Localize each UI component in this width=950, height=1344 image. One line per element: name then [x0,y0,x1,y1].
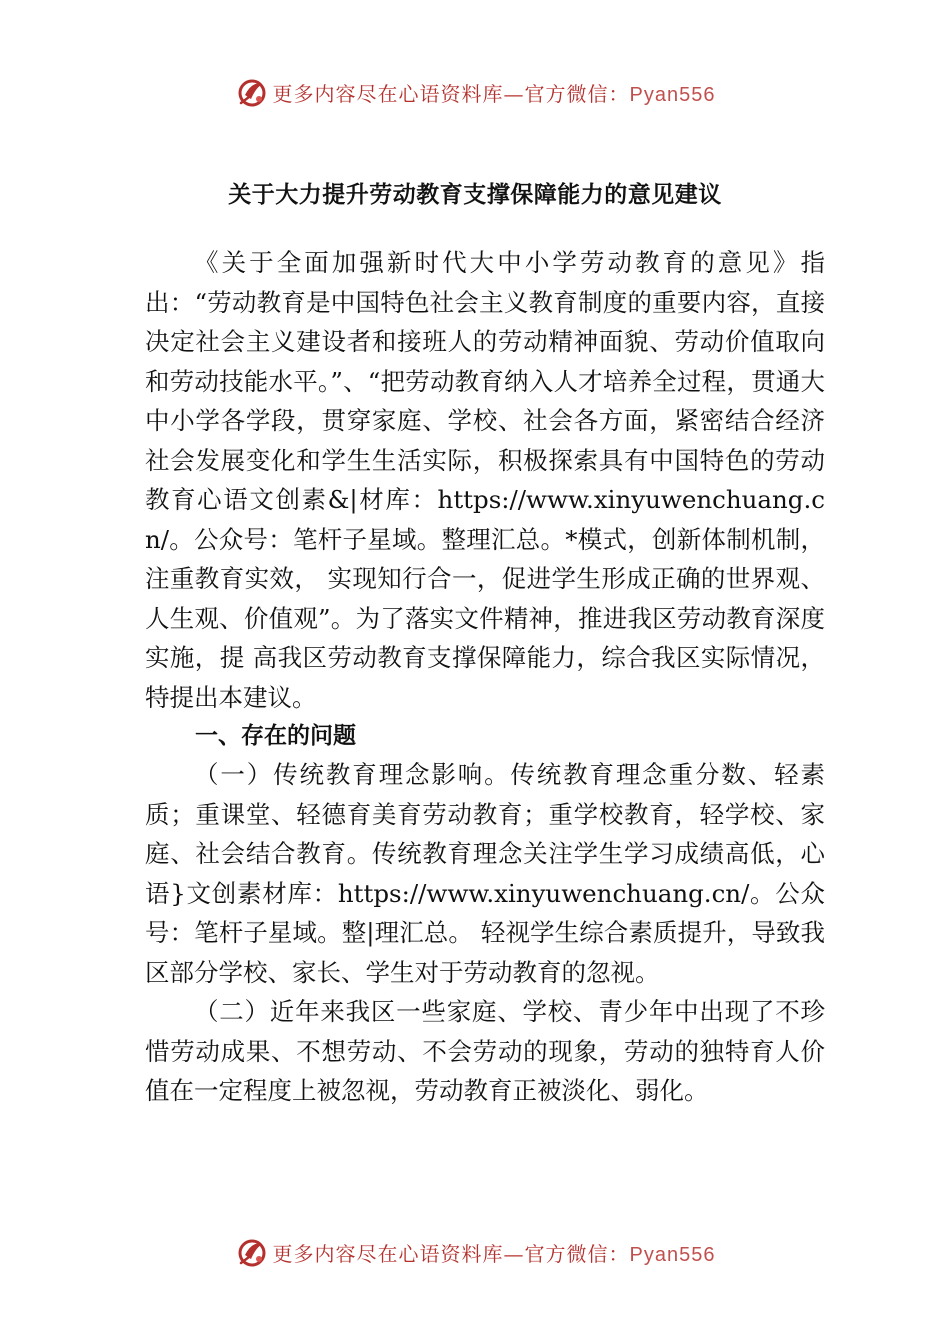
document-title: 关于大力提升劳动教育支撑保障能力的意见建议 [228,182,722,208]
footer-banner [0,1230,950,1274]
wechat-id: Pyan556 [629,83,716,106]
document-body [145,243,825,1111]
section-paragraph-1: （一）传统教育理念影响。传统教育理念重分数、轻素质；重课堂、轻德育美育劳动教育；重学校教育，轻学校、家庭、社会结合教育。传统教育理念关注学生学习成绩高低，心语}文创素材库：https://www.xinyuwenchuang.cn/。公众号：笔杆子星域。整|理汇总。 轻视学生综合素质提升，导致我区部分学校、家长、学生对于劳动教育的忽视。 [145,760,825,987]
wechat-id: Pyan556 [629,1243,716,1266]
banner-text: 更多内容尽在心语资料库—官方微信：Pyan556 [272,81,716,106]
logo-icon [235,1235,269,1269]
banner-text: 更多内容尽在心语资料库—官方微信：Pyan556 [272,1241,716,1266]
section-paragraph-2: （二）近年来我区一些家庭、学校、青少年中出现了不珍惜劳动成果、不想劳动、不会劳动的现象，劳动的独特育人价值在一定程度上被忽视，劳动教育正被淡化、弱化。 [145,997,825,1105]
section-heading: 一、存在的问题 [195,723,356,749]
intro-paragraph: 《关于全面加强新时代大中小学劳动教育的意见》指出：“劳动教育是中国特色社会主义教育制度的重要内容，直接决定社会主义建设者和接班人的劳动精神面貌、劳动价值取向和劳动技能水平。”、“把劳动教育纳入人才培养全过程，贯通大中小学各学段，贯穿家庭、学校、社会各方面，紧密结合经济社会发展变化和学生生活实际，积极探索具有中国特色的劳动教育心语文创素&|材库：https://www.xinyuwenchuang.cn/。公众号：笔杆子星域。整理汇总。*模式，创新体制机制，注重教育实效， 实现知行合一，促进学生形成正确的世界观、人生观、价值观”。为了落实文件精神，推进我区劳动教育深度实施，提 高我区劳动教育支撑保障能力，综合我区实际情况，特提出本建议。 [145,248,825,712]
logo-icon [235,75,269,109]
header-banner [0,70,950,114]
